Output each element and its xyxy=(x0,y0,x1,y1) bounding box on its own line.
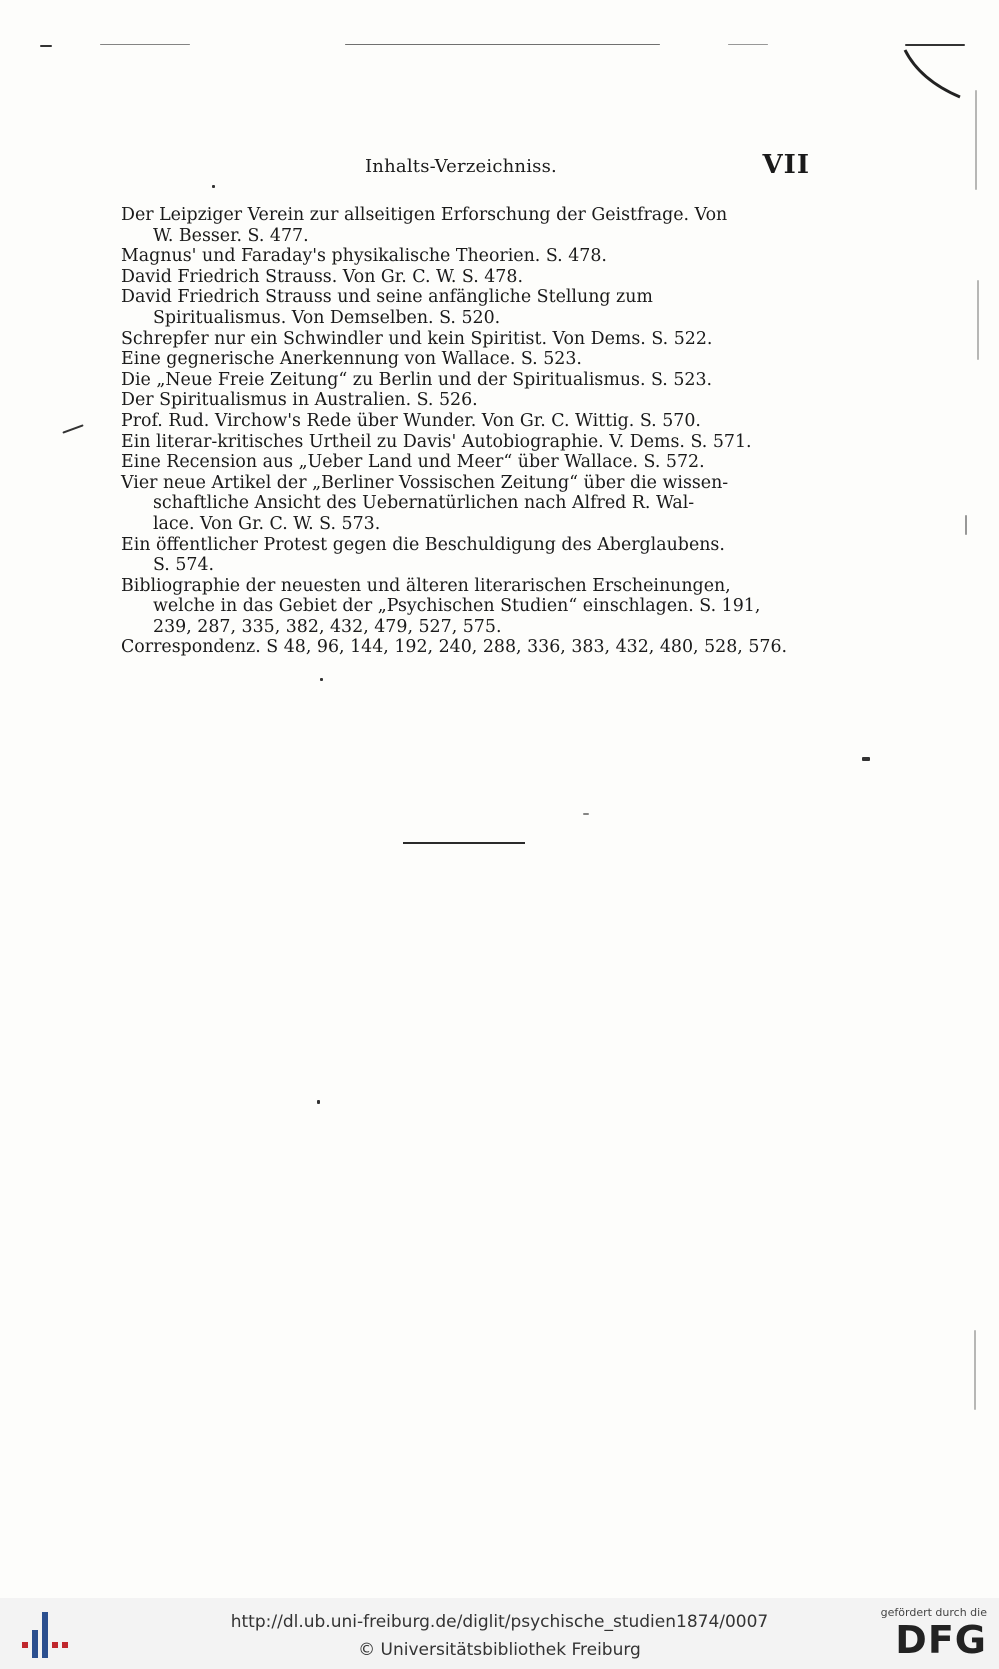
page-number: VII xyxy=(762,150,810,180)
scan-artifact xyxy=(862,757,870,761)
scan-artifact xyxy=(40,45,52,47)
toc-entry xyxy=(121,432,809,453)
closing-rule xyxy=(403,842,525,844)
toc-entry-line: 239, 287, 335, 382, 432, 479, 527, 575. xyxy=(153,616,502,637)
toc-entry-line: Der Spiritualismus in Australien. S. 526. xyxy=(121,390,478,411)
document-url[interactable]: http://dl.ub.uni-freiburg.de/diglit/psychische_studien1874/0007 xyxy=(230,1612,769,1632)
toc-entry xyxy=(121,390,809,411)
toc-entry xyxy=(121,349,809,370)
toc-entry-line: Schrepfer nur ein Schwindler und kein Spiritist. Von Dems. S. 522. xyxy=(121,328,713,349)
scan-artifact xyxy=(317,1100,320,1104)
toc-entry-line: welche in das Gebiet der „Psychischen Studien“ einschlagen. S. 191, xyxy=(153,596,761,617)
toc-entry xyxy=(121,246,809,267)
table-of-contents xyxy=(121,205,809,658)
toc-entry xyxy=(121,535,809,576)
toc-entry-line: W. Besser. S. 477. xyxy=(153,225,309,246)
toc-entry-line: schaftliche Ansicht des Uebernatürlichen nach Alfred R. Wal- xyxy=(153,493,695,514)
toc-entry-line: Magnus' und Faraday's physikalische Theorien. S. 478. xyxy=(121,246,607,267)
scan-artifact xyxy=(965,515,967,535)
scan-artifact xyxy=(212,185,215,188)
toc-entry xyxy=(121,411,809,432)
toc-entry xyxy=(121,205,809,246)
toc-entry xyxy=(121,370,809,391)
scan-artifact xyxy=(974,1330,976,1410)
toc-entry-line: S. 574. xyxy=(153,555,215,576)
scan-artifact xyxy=(728,44,768,45)
toc-entry-line: Ein öffentlicher Protest gegen die Beschuldigung des Aberglaubens. xyxy=(121,534,725,555)
toc-entry xyxy=(121,329,809,350)
scan-artifact xyxy=(583,813,589,815)
dfg-wordmark: DFG xyxy=(895,1618,987,1662)
toc-entry-line: Ein literar-kritisches Urtheil zu Davis' Autobiographie. V. Dems. S. 571. xyxy=(121,431,752,452)
toc-entry-line: lace. Von Gr. C. W. S. 573. xyxy=(153,513,381,534)
viewer-footer xyxy=(0,1598,999,1669)
scan-artifact xyxy=(100,44,190,45)
corner-fold-mark xyxy=(900,45,980,105)
copyright-notice: © Universitätsbibliothek Freiburg xyxy=(358,1640,641,1660)
page-title: Inhalts-Verzeichniss. xyxy=(365,156,557,177)
dfg-logo xyxy=(875,1606,987,1666)
toc-entry xyxy=(121,473,809,535)
toc-entry-line: Die „Neue Freie Zeitung“ zu Berlin und der Spiritualismus. S. 523. xyxy=(121,369,713,390)
scan-artifact xyxy=(975,90,977,190)
toc-entry xyxy=(121,267,809,288)
scan-artifact xyxy=(62,424,83,433)
toc-entry-line: Eine gegnerische Anerkennung von Wallace. S. 523. xyxy=(121,349,582,370)
page-header xyxy=(120,150,810,184)
toc-entry-line: Prof. Rud. Virchow's Rede über Wunder. Von Gr. C. Wittig. S. 570. xyxy=(121,410,701,431)
toc-entry-line: Spiritualismus. Von Demselben. S. 520. xyxy=(153,307,501,328)
toc-entry-line: David Friedrich Strauss. Von Gr. C. W. S. 478. xyxy=(121,266,523,287)
toc-entry xyxy=(121,576,809,638)
toc-entry-line: David Friedrich Strauss und seine anfängliche Stellung zum xyxy=(121,287,653,308)
toc-entry-line: Correspondenz. S 48, 96, 144, 192, 240, 288, 336, 383, 432, 480, 528, 576. xyxy=(121,637,788,658)
toc-entry-line: Vier neue Artikel der „Berliner Vossischen Zeitung“ über die wissen- xyxy=(121,472,729,493)
dfg-tagline: gefördert durch die xyxy=(880,1606,987,1619)
toc-entry xyxy=(121,287,809,328)
toc-entry xyxy=(121,637,809,658)
toc-entry xyxy=(121,452,809,473)
scan-artifact xyxy=(320,678,323,681)
toc-entry-line: Bibliographie der neuesten und älteren literarischen Erscheinungen, xyxy=(121,575,731,596)
scan-artifact xyxy=(345,44,660,45)
scan-artifact xyxy=(977,280,979,360)
toc-entry-line: Der Leipziger Verein zur allseitigen Erforschung der Geistfrage. Von xyxy=(121,205,728,225)
toc-entry-line: Eine Recension aus „Ueber Land und Meer“ über Wallace. S. 572. xyxy=(121,452,705,473)
